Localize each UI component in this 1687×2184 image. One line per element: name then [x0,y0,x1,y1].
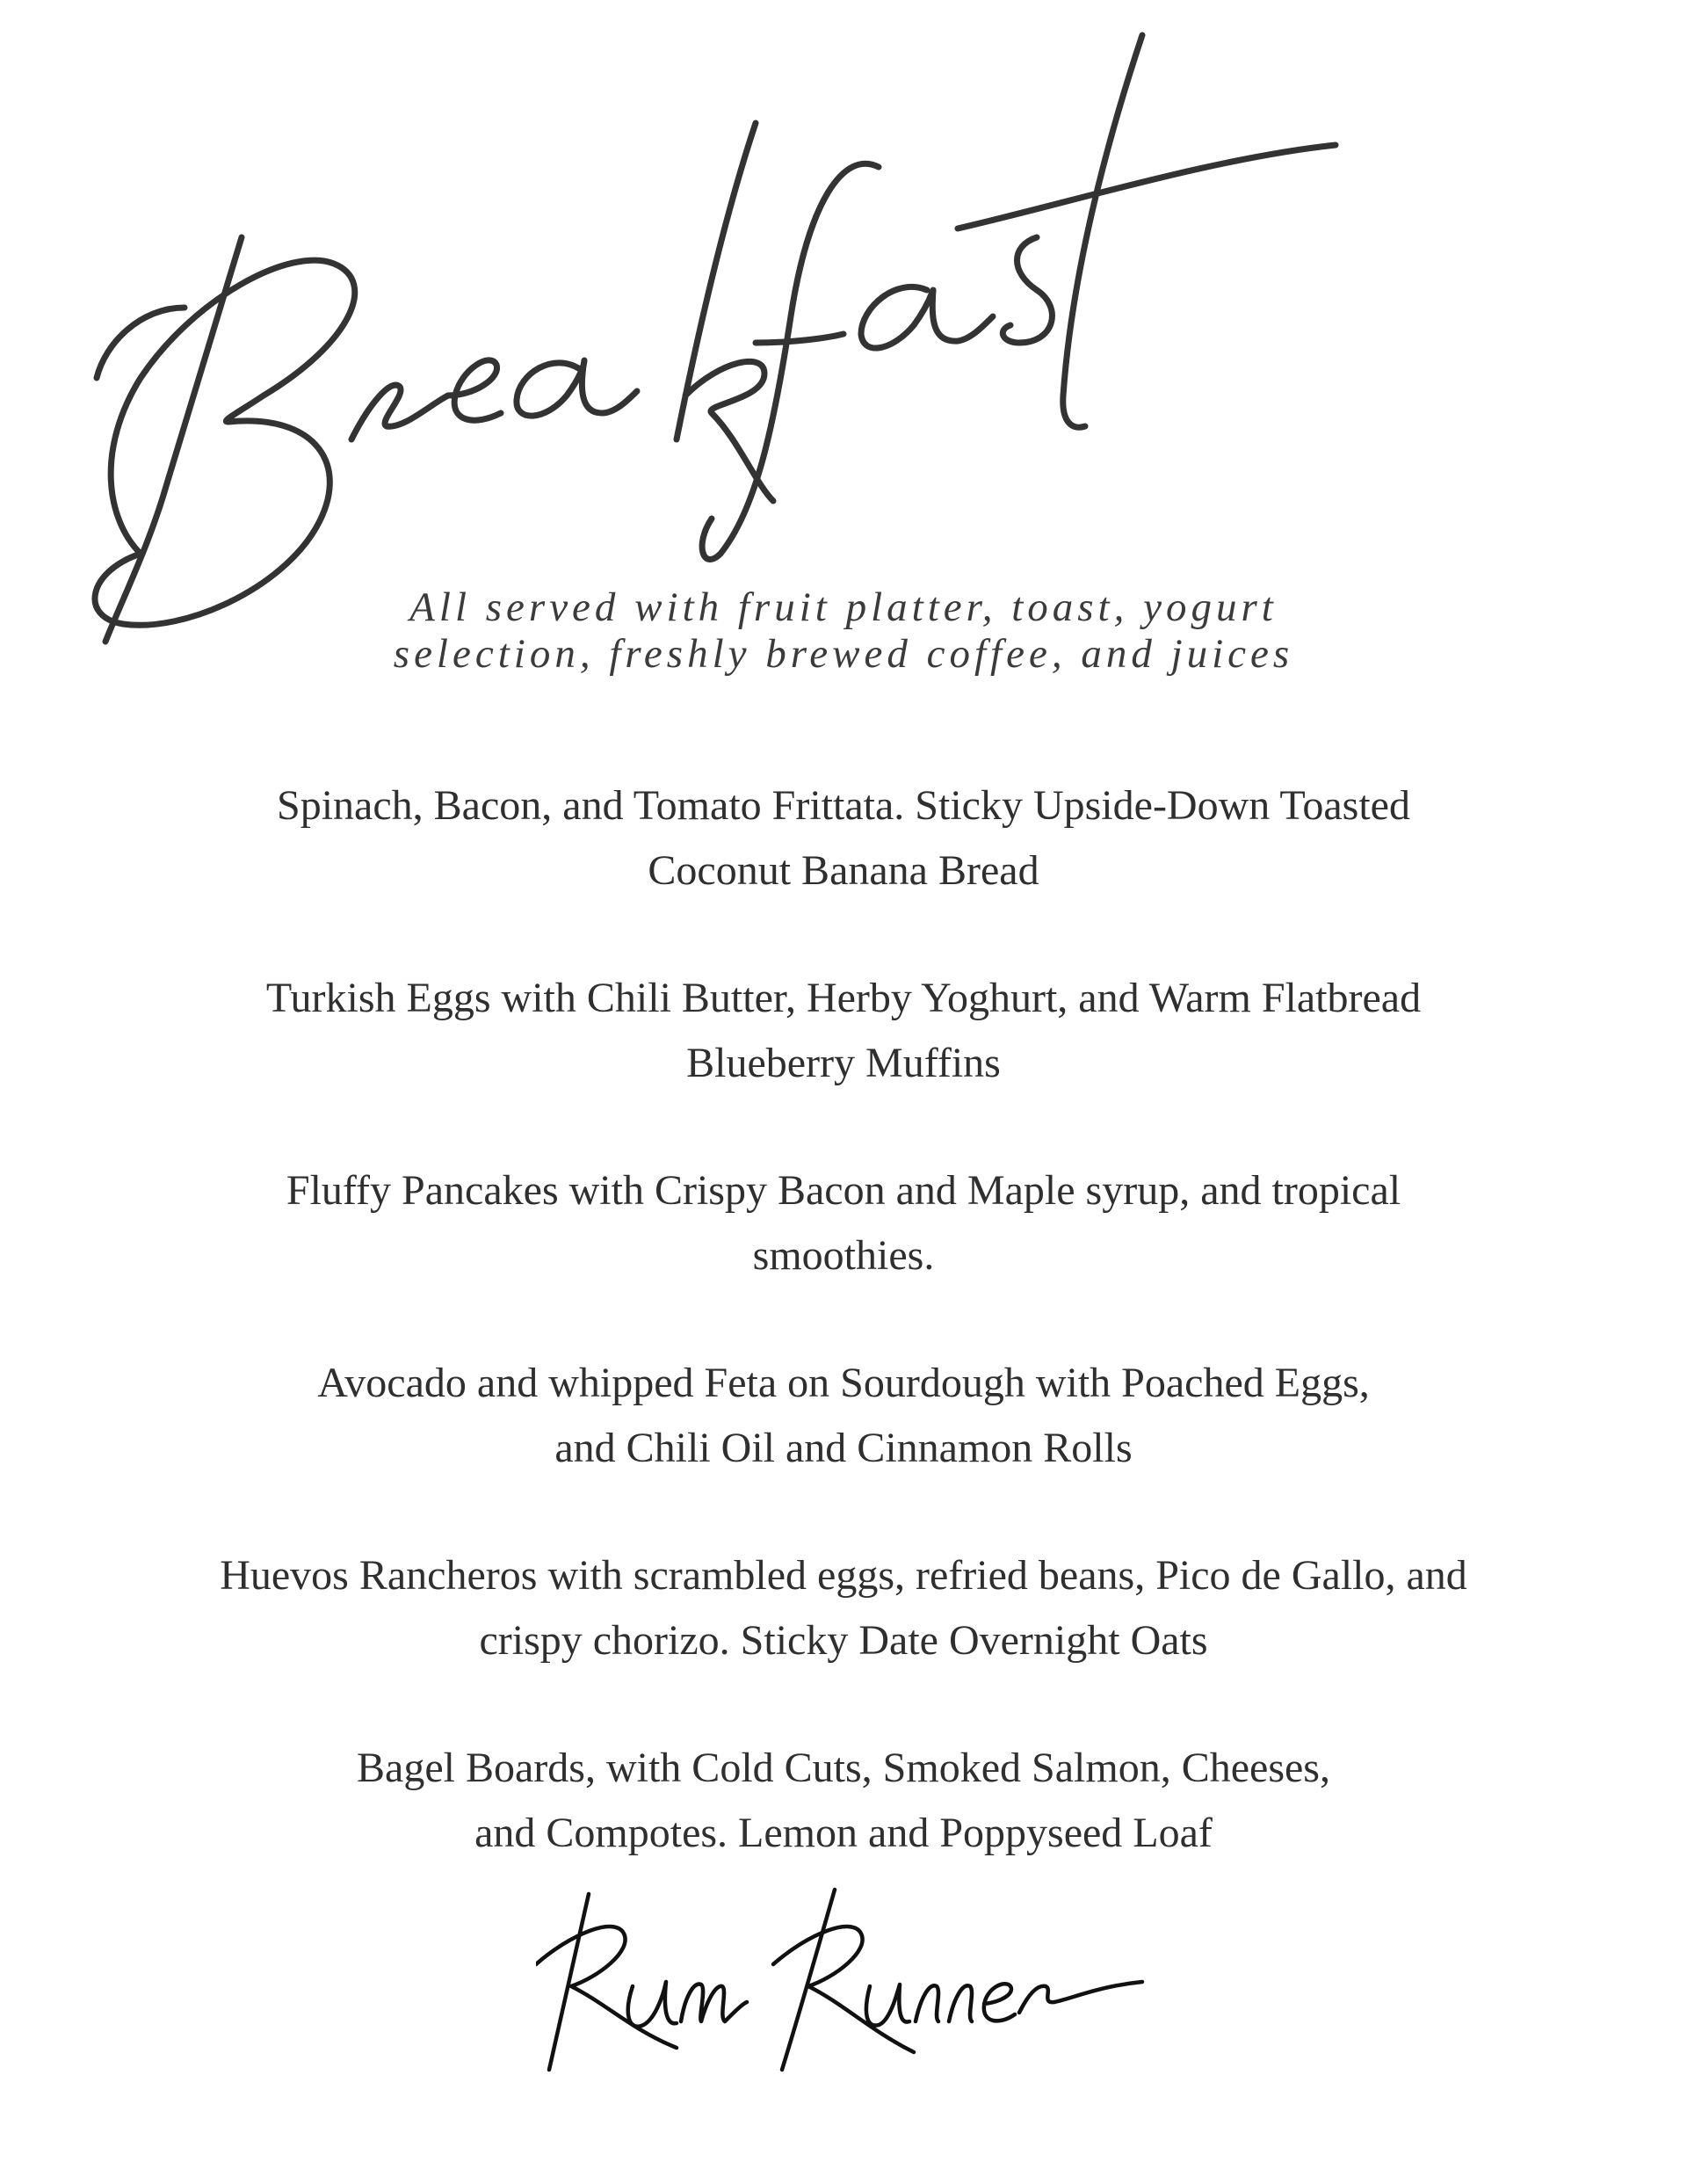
menu-item-line: smoothies. [752,1232,935,1279]
menu-item [0,966,1687,1096]
menu-item-line: and Chili Oil and Cinnamon Rolls [554,1425,1133,1471]
signature-svg [536,1881,1151,2074]
menu-item-line: Avocado and whipped Feta on Sourdough with Poached Eggs, [317,1360,1370,1406]
menu-item-list [0,773,1687,1928]
menu-item-line: Spinach, Bacon, and Tomato Frittata. Sticky Upside-Down Toasted [277,782,1410,829]
menu-item [0,773,1687,903]
menu-item-line: Turkish Eggs with Chili Butter, Herby Yoghurt, and Warm Flatbread [265,975,1422,1021]
menu-title-lettering [88,26,1423,659]
menu-item [0,1351,1687,1481]
subtitle-line: selection, freshly brewed coffee, and juices [393,631,1294,677]
menu-item [0,1543,1687,1673]
menu-item [0,1158,1687,1288]
menu-item-line: Coconut Banana Bread [648,847,1039,894]
menu-item-line: Blueberry Muffins [686,1040,1001,1086]
menu-item [0,1736,1687,1866]
title-script-svg [88,26,1423,659]
signature-logo [536,1881,1151,2074]
subtitle-line: All served with fruit platter, toast, yogurt [409,584,1278,630]
menu-subtitle [0,584,1687,678]
menu-item-line: crispy chorizo. Sticky Date Overnight Oats [479,1617,1208,1664]
menu-item-line: Fluffy Pancakes with Crispy Bacon and Maple syrup, and tropical [286,1167,1401,1214]
menu-item-line: Huevos Rancheros with scrambled eggs, refried beans, Pico de Gallo, and [220,1552,1467,1599]
menu-item-line: Bagel Boards, with Cold Cuts, Smoked Salmon, Cheeses, [357,1745,1330,1791]
menu-item-line: and Compotes. Lemon and Poppyseed Loaf [474,1810,1213,1856]
